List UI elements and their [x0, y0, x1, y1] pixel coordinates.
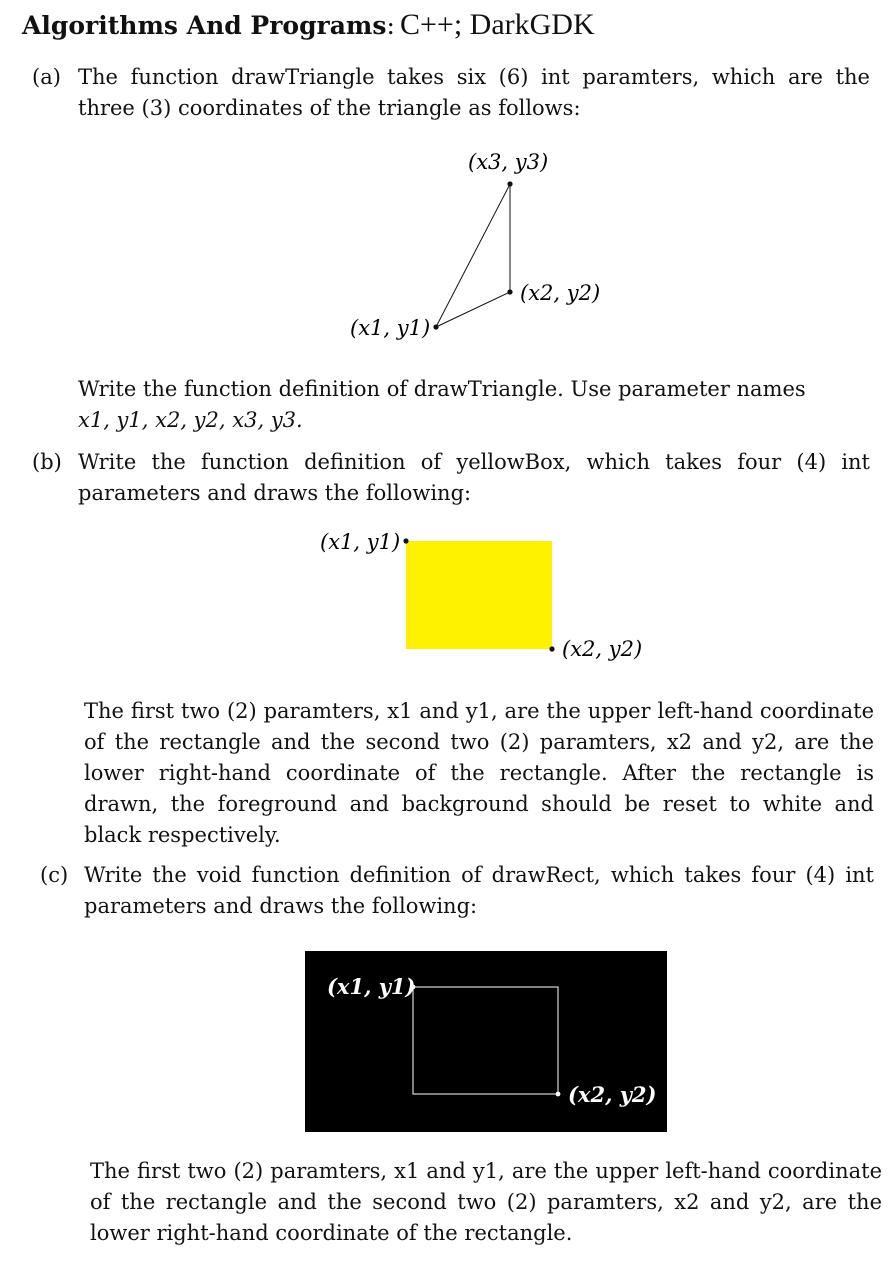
triangle-figure — [330, 140, 630, 355]
title-course: Algorithms And Programs — [22, 11, 387, 40]
label-p1: (x1, y1) — [350, 316, 431, 340]
part-a-instruction-line1: Write the function definition of drawTriangle. Use parameter names — [78, 377, 806, 401]
part-c-marker: (c) — [40, 863, 69, 887]
part-a-parameter-names: x1, y1, x2, y2, x3, y3. — [78, 408, 303, 432]
triangle-shape — [436, 184, 510, 327]
part-c-description: The first two (2) paramters, x1 and y1, are the upper left-hand coordinate of the rectangle and the second two (2) paramters, x2 and y2, are the lower right-hand coordinate of the rectangle. — [90, 1159, 882, 1245]
label-p2: (x2, y2) — [520, 281, 601, 305]
part-a-marker: (a) — [32, 65, 61, 89]
part-a-intro: The function drawTriangle takes six (6) int paramters, which are the three (3) coordinates of the triangle as follows: — [78, 65, 870, 120]
corner-bottom-right-dot — [556, 1092, 561, 1097]
triangle-edge-1-3 — [436, 184, 510, 327]
triangle-edge-1-2 — [436, 292, 510, 327]
part-c-intro: Write the void function definition of drawRect, which takes four (4) int parameters and draws the following: — [84, 863, 874, 918]
title-topic: C++; DarkGDK — [399, 8, 595, 41]
part-b-intro: Write the function definition of yellowBox, which takes four (4) int parameters and draws the following: — [78, 450, 870, 505]
title-separator: : — [386, 11, 395, 40]
page-title — [22, 8, 595, 42]
yellow-rectangle — [406, 541, 552, 649]
yellow-box-figure — [310, 520, 670, 670]
part-b-description: The first two (2) paramters, x1 and y1, are the upper left-hand coordinate of the rectangle and the second two (2) paramters, x2 and y2, are the lower right-hand coordinate of the rectangle. After the rectangle is drawn, the foreground and background should be reset to white and black respectively. — [84, 699, 874, 847]
label-p3: (x3, y3) — [468, 150, 549, 174]
label-top-left: (x1, y1) — [327, 974, 416, 999]
corner-bottom-right-dot — [549, 646, 554, 651]
label-top-left: (x1, y1) — [320, 530, 401, 554]
corner-top-left-dot — [403, 538, 408, 543]
draw-rect-figure — [305, 951, 667, 1132]
label-bottom-right: (x2, y2) — [562, 637, 643, 661]
vertex-p2-dot — [507, 289, 512, 294]
vertex-p3-dot — [507, 181, 512, 186]
vertex-p1-dot — [433, 324, 438, 329]
label-bottom-right: (x2, y2) — [568, 1082, 657, 1107]
part-b-marker: (b) — [32, 450, 62, 474]
